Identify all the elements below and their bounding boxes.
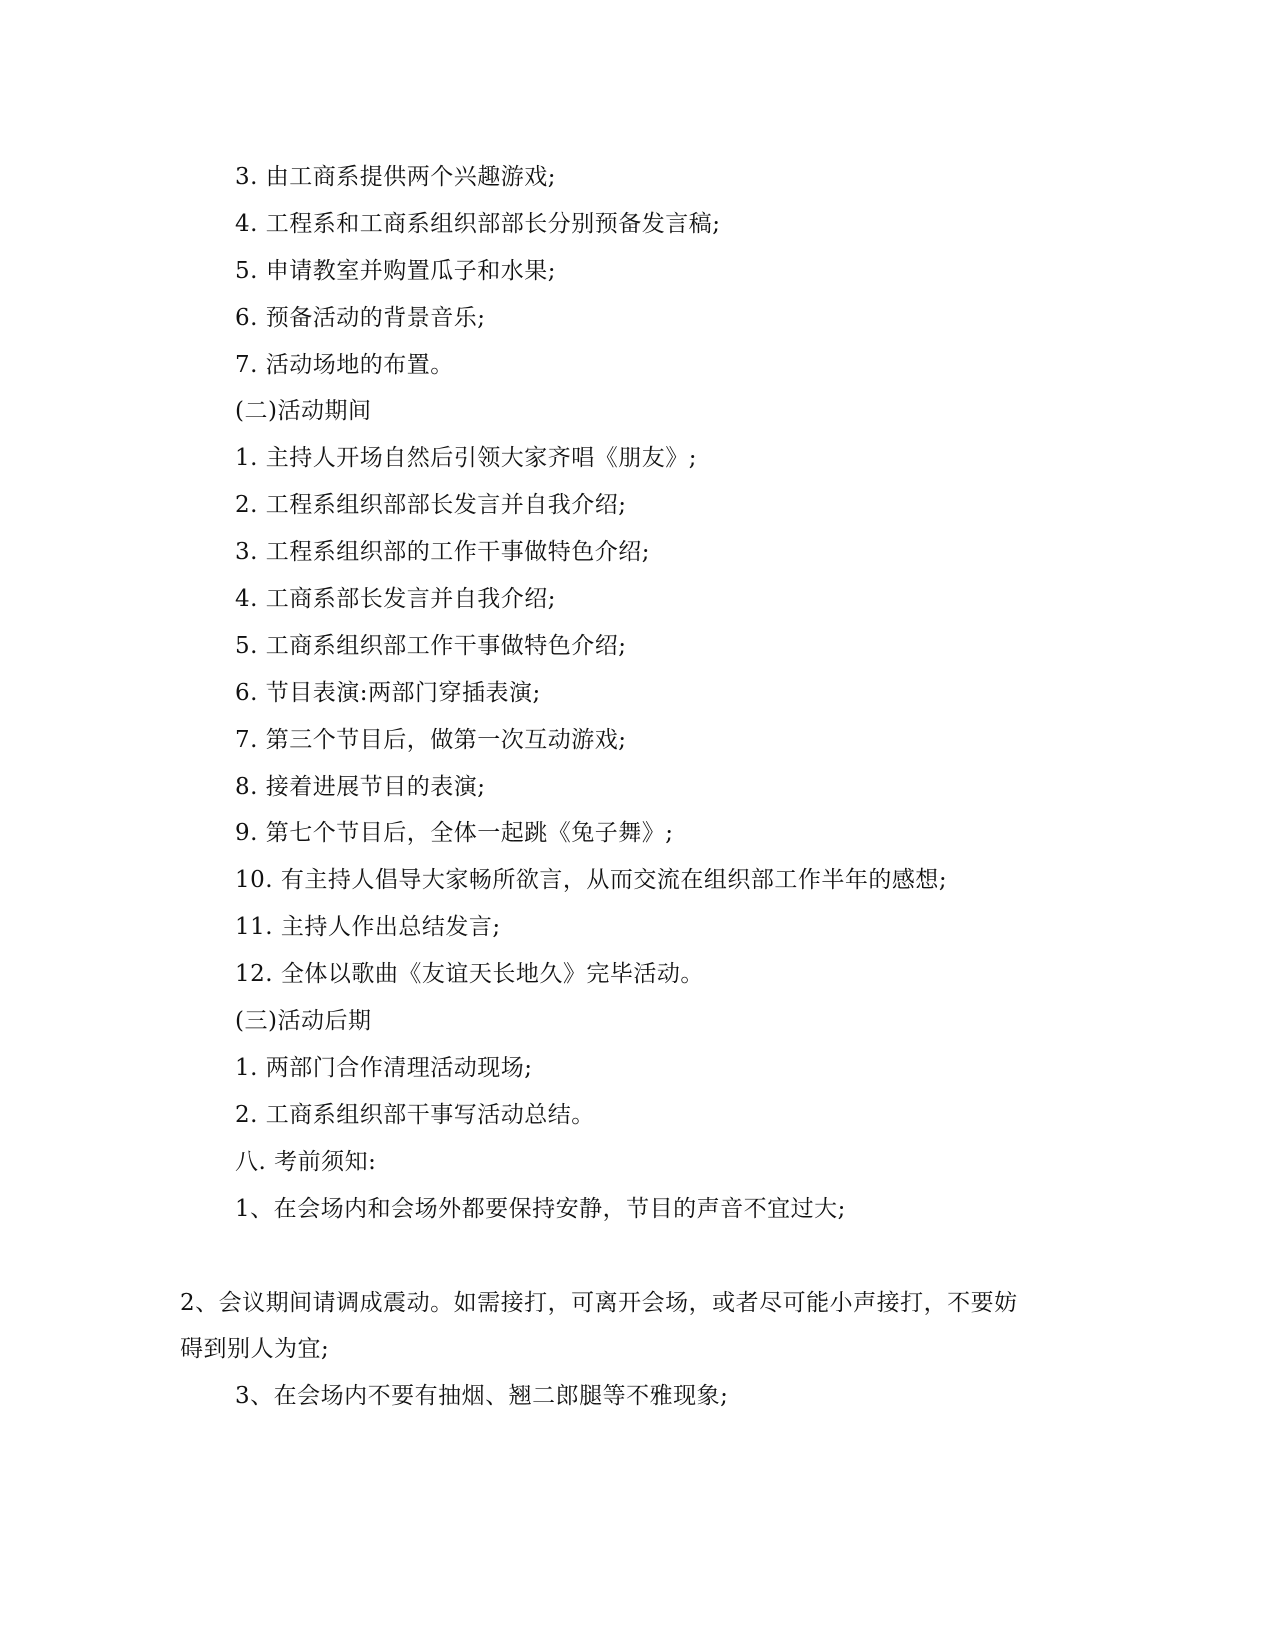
during-item-11: 11. 主持人作出总结发言; [235,914,501,940]
during-item-6: 6. 节目表演:两部门穿插表演; [235,680,541,706]
during-item-3: 3. 工程系组织部的工作干事做特色介绍; [235,539,651,565]
prep-item-7: 7. 活动场地的布置。 [235,352,454,378]
during-item-5: 5. 工商系组织部工作干事做特色介绍; [235,633,627,659]
after-item-1: 1. 两部门合作清理活动现场; [235,1055,533,1081]
during-item-10: 10. 有主持人倡导大家畅所欲言，从而交流在组织部工作半年的感想; [235,867,948,893]
prep-item-6: 6. 预备活动的背景音乐; [235,305,486,331]
section-heading-notes: 八. 考前须知: [235,1149,377,1175]
section-heading-after: (三)活动后期 [235,1008,372,1034]
after-item-2: 2. 工商系组织部干事写活动总结。 [235,1102,595,1128]
section-heading-during: (二)活动期间 [235,398,372,424]
during-item-1: 1. 主持人开场自然后引领大家齐唱《朋友》; [235,445,698,471]
during-item-4: 4. 工商系部长发言并自我介绍; [235,586,557,612]
during-item-12: 12. 全体以歌曲《友谊天长地久》完毕活动。 [235,961,704,987]
during-item-9: 9. 第七个节目后，全体一起跳《兔子舞》; [235,820,674,846]
note-item-2-line-1: 2、会议期间请调成震动。如需接打，可离开会场，或者尽可能小声接打，不要妨 [180,1290,1018,1316]
prep-item-3: 3. 由工商系提供两个兴趣游戏; [235,164,557,190]
prep-item-4: 4. 工程系和工商系组织部部长分别预备发言稿; [235,211,721,237]
prep-item-5: 5. 申请教室并购置瓜子和水果; [235,258,557,284]
during-item-2: 2. 工程系组织部部长发言并自我介绍; [235,492,627,518]
note-item-2-line-2: 碍到别人为宜; [180,1336,330,1362]
note-item-3: 3、在会场内不要有抽烟、翘二郎腿等不雅现象; [235,1383,729,1409]
note-item-1: 1、在会场内和会场外都要保持安静，节目的声音不宜过大; [235,1196,846,1222]
during-item-8: 8. 接着进展节目的表演; [235,774,486,800]
during-item-7: 7. 第三个节目后，做第一次互动游戏; [235,727,627,753]
